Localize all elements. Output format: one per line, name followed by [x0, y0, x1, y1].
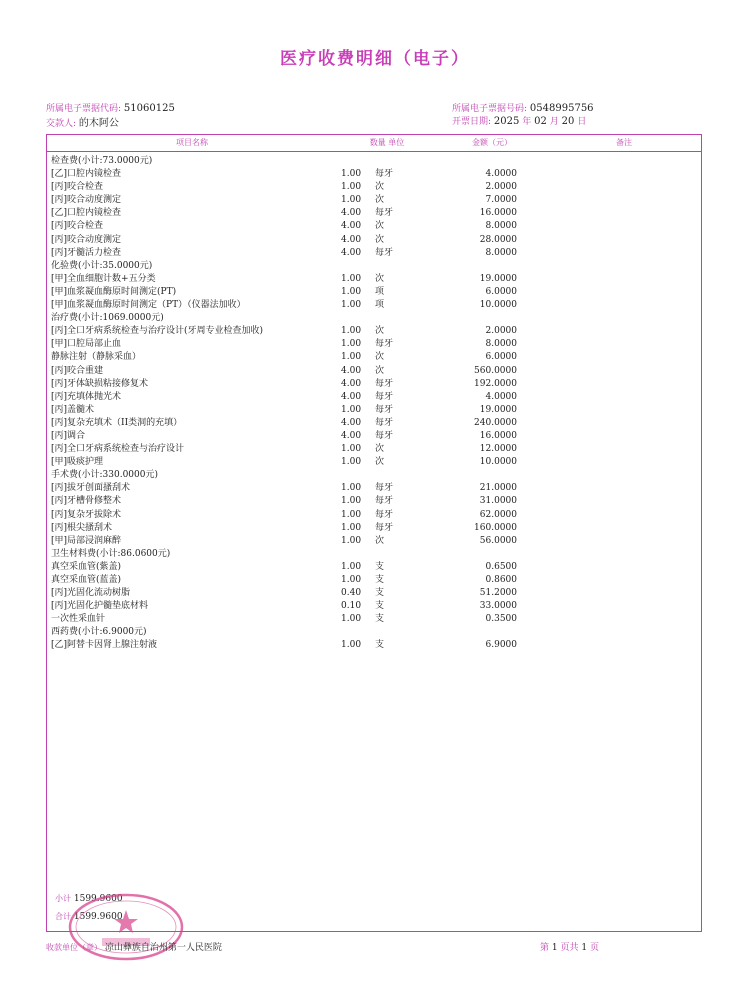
item-unit: 每牙: [375, 378, 394, 389]
table-row: [47, 639, 701, 652]
table-row: [47, 325, 701, 338]
subtotal: 小计 1599.9600: [55, 894, 123, 904]
item-qty: 1.00: [341, 614, 362, 625]
item-unit: 项: [375, 286, 385, 297]
item-unit: 每牙: [375, 208, 394, 219]
item-qty: 4.00: [341, 378, 362, 389]
item-amount: 16.0000: [479, 430, 517, 441]
table-row: [47, 495, 701, 508]
item-name: [丙]牙髓活力检查: [51, 247, 122, 258]
item-qty: 1.00: [341, 339, 362, 350]
table-row: [47, 168, 701, 181]
item-name: [甲]血浆凝血酶原时间测定（PT）（仪器法加收）: [51, 300, 246, 311]
item-name: [丙]全口牙病系统检查与治疗设计(牙周专业检查加收): [51, 326, 264, 337]
item-name: 检查费(小计:73.0000元): [51, 156, 153, 166]
item-name: [丙]牙槽骨修整术: [51, 496, 122, 507]
item-amount: 31.0000: [479, 496, 517, 507]
item-qty: 1.00: [341, 300, 362, 311]
item-unit: 支: [375, 614, 385, 625]
item-qty: 4.00: [341, 417, 362, 428]
item-qty: 1.00: [341, 640, 362, 651]
item-amount: 8.0000: [485, 247, 517, 258]
item-amount: 28.0000: [479, 234, 517, 245]
item-amount: 33.0000: [479, 601, 517, 612]
issue-date: 开票日期: 2025 年 02 月 20 日: [452, 116, 587, 127]
item-unit: 次: [375, 457, 385, 468]
table-row: [47, 234, 701, 247]
item-name: [丙]盖髓术: [51, 404, 95, 415]
table-row: [47, 247, 701, 260]
table-row: [47, 312, 701, 325]
item-qty: 4.00: [341, 391, 362, 402]
page-title: 医疗收费明细（电子）: [280, 49, 470, 69]
item-unit: 每牙: [375, 391, 394, 402]
item-unit: 支: [375, 601, 385, 612]
col-header-remark: 备注: [616, 138, 632, 147]
table-row: [47, 469, 701, 482]
table-row: [47, 155, 701, 168]
item-name: [丙]牙体缺损粘接修复术: [51, 378, 149, 389]
table-row: [47, 338, 701, 351]
item-unit: 次: [375, 326, 385, 337]
item-unit: 次: [375, 221, 385, 232]
item-name: 手术费(小计:330.0000元): [51, 470, 158, 481]
item-qty: 1.00: [341, 483, 362, 494]
col-header-qty-unit: 数量 单位: [369, 138, 405, 147]
item-name: [丙]咬合检查: [51, 221, 104, 232]
item-qty: 1.00: [341, 457, 362, 468]
item-amount: 51.2000: [479, 588, 517, 599]
item-unit: 每牙: [375, 247, 394, 258]
total: 合计 1599.9600: [55, 912, 123, 922]
table-row: [47, 587, 701, 600]
table-row: [47, 365, 701, 378]
item-name: [甲]血浆凝血酶原时间测定(PT): [51, 286, 177, 297]
table-row: [47, 378, 701, 391]
item-amount: 16.0000: [479, 208, 517, 219]
table-row: [47, 443, 701, 456]
item-qty: 1.00: [341, 195, 362, 206]
item-amount: 6.9000: [485, 640, 517, 651]
item-name: [丙]光固化护髓垫底材料: [51, 601, 149, 612]
table-row: [47, 286, 701, 299]
item-unit: 每牙: [375, 430, 394, 441]
item-qty: 1.00: [341, 522, 362, 533]
item-qty: 1.00: [341, 444, 362, 455]
table-row: [47, 482, 701, 495]
item-name: [丙]复杂充填术（II类洞的充填）: [51, 417, 183, 428]
table-row: [47, 194, 701, 207]
table-row: [47, 522, 701, 535]
item-amount: 192.0000: [474, 378, 517, 389]
item-unit: 支: [375, 575, 385, 585]
table-row: [47, 417, 701, 430]
item-unit: 项: [375, 300, 385, 311]
item-name: 治疗费(小计:1069.0000元): [51, 313, 164, 324]
item-qty: 0.10: [341, 601, 362, 612]
item-unit: 次: [375, 182, 385, 193]
item-unit: 次: [375, 234, 385, 245]
item-name: [丙]复杂牙拔除术: [51, 509, 122, 520]
table-row: [47, 430, 701, 443]
table-row: [47, 299, 701, 312]
item-qty: 0.40: [341, 588, 362, 599]
item-qty: 4.00: [341, 247, 362, 258]
item-unit: 次: [375, 365, 385, 376]
item-name: [甲]局部浸润麻醉: [51, 535, 122, 546]
item-amount: 0.3500: [485, 614, 517, 625]
item-unit: 每牙: [375, 169, 394, 180]
item-unit: 次: [375, 444, 385, 455]
item-qty: 4.00: [341, 221, 362, 232]
item-amount: 7.0000: [485, 195, 517, 206]
item-amount: 240.0000: [474, 417, 517, 428]
item-name: [丙]全口牙病系统检查与治疗设计: [51, 444, 185, 455]
item-name: [丙]根尖搔刮术: [51, 522, 113, 533]
invoice-code: 所属电子票据代码: 51060125: [46, 103, 175, 114]
item-unit: 每牙: [375, 509, 394, 520]
item-name: 卫生材料费(小计:86.0600元): [51, 548, 171, 559]
item-unit: 次: [375, 535, 385, 546]
item-qty: 1.00: [341, 561, 362, 572]
item-unit: 次: [375, 195, 385, 206]
item-unit: 支: [375, 588, 385, 599]
item-name: [丙]拔牙创面搔刮术: [51, 483, 131, 494]
item-qty: 4.00: [341, 234, 362, 245]
item-amount: 6.0000: [485, 352, 517, 363]
table-rows: [47, 155, 701, 653]
table-row: [47, 613, 701, 626]
item-name: [丙]咬合动度测定: [51, 195, 122, 206]
item-amount: 19.0000: [479, 273, 517, 284]
item-unit: 次: [375, 273, 385, 284]
table-row: [47, 535, 701, 548]
item-name: [丙]调合: [51, 430, 86, 441]
item-amount: 10.0000: [479, 300, 517, 311]
table-row: [47, 220, 701, 233]
item-qty: 4.00: [341, 430, 362, 441]
item-amount: 21.0000: [479, 483, 517, 494]
table-row: [47, 351, 701, 364]
item-name: [丙]咬合检查: [51, 182, 104, 193]
item-name: [丙]光固化流动树脂: [51, 588, 131, 599]
item-unit: 次: [375, 352, 385, 363]
item-name: [甲]吸痰护理: [51, 457, 104, 468]
item-qty: 1.00: [341, 535, 362, 546]
item-amount: 8.0000: [485, 339, 517, 350]
table-row: [47, 600, 701, 613]
item-unit: 每牙: [375, 417, 394, 428]
item-amount: 0.8600: [485, 575, 517, 585]
item-name: 真空采血管(紫盖): [51, 561, 122, 572]
item-name: [乙]口腔内镜检查: [51, 208, 122, 219]
table-row: [47, 626, 701, 639]
item-amount: 6.0000: [485, 286, 517, 297]
item-amount: 2.0000: [485, 326, 517, 337]
item-name: [乙]口腔内镜检查: [51, 169, 122, 180]
item-amount: 10.0000: [479, 457, 517, 468]
item-name: [乙]阿替卡因肾上腺注射液: [51, 640, 158, 651]
table-row: [47, 561, 701, 574]
item-amount: 4.0000: [485, 169, 517, 180]
item-qty: 1.00: [341, 169, 362, 180]
item-name: [甲]全血细胞计数+五分类: [51, 273, 156, 284]
table-row: [47, 509, 701, 522]
item-qty: 1.00: [341, 509, 362, 520]
item-amount: 4.0000: [485, 391, 517, 402]
item-name: [丙]咬合动度测定: [51, 234, 122, 245]
item-name: [甲]口腔局部止血: [51, 339, 122, 350]
table-row: [47, 404, 701, 417]
table-row: [47, 574, 701, 587]
item-qty: 1.00: [341, 286, 362, 297]
item-amount: 62.0000: [479, 509, 517, 520]
table-row: [47, 207, 701, 220]
item-amount: 12.0000: [479, 444, 517, 455]
item-qty: 1.00: [341, 352, 362, 363]
header-divider: [47, 151, 701, 152]
table-row: [47, 181, 701, 194]
item-amount: 19.0000: [479, 404, 517, 415]
item-amount: 8.0000: [485, 221, 517, 232]
item-name: [丙]充填体抛光术: [51, 391, 122, 402]
item-qty: 1.00: [341, 404, 362, 415]
item-unit: 每牙: [375, 404, 394, 415]
item-name: 静脉注射（静脉采血）: [51, 352, 142, 363]
col-header-name: 项目名称: [176, 138, 208, 147]
item-qty: 1.00: [341, 273, 362, 284]
table-row: [47, 391, 701, 404]
item-qty: 1.00: [341, 182, 362, 193]
detail-table: [46, 134, 702, 932]
item-amount: 2.0000: [485, 182, 517, 193]
item-qty: 4.00: [341, 208, 362, 219]
item-amount: 56.0000: [479, 535, 517, 546]
invoice-number: 所属电子票据号码: 0548995756: [452, 103, 594, 114]
item-qty: 1.00: [341, 326, 362, 337]
item-amount: 560.0000: [474, 365, 517, 376]
col-header-amount: 金额（元）: [472, 138, 512, 147]
item-qty: 1.00: [341, 575, 362, 585]
item-amount: 160.0000: [474, 522, 517, 533]
item-name: 化验费(小计:35.0000元): [51, 260, 153, 271]
item-name: 真空采血管(蓝盖): [51, 575, 122, 585]
table-row: [47, 456, 701, 469]
item-name: 一次性采血针: [51, 614, 106, 625]
payer: 交款人: 的木阿公: [46, 118, 119, 129]
item-name: [丙]咬合重建: [51, 365, 104, 376]
item-unit: 每牙: [375, 483, 394, 494]
table-row: [47, 548, 701, 561]
item-qty: 4.00: [341, 365, 362, 376]
item-unit: 支: [375, 561, 385, 572]
page-indicator: 第 1 页共 1 页: [540, 943, 600, 953]
item-name: 西药费(小计:6.9000元): [51, 627, 147, 638]
issuer: 收款单位（章） 凉山彝族自治州第一人民医院: [46, 943, 222, 953]
table-row: [47, 260, 701, 273]
item-amount: 0.6500: [485, 561, 517, 572]
item-unit: 每牙: [375, 339, 394, 350]
item-qty: 1.00: [341, 496, 362, 507]
item-unit: 支: [375, 640, 385, 651]
item-unit: 每牙: [375, 522, 394, 533]
item-unit: 每牙: [375, 496, 394, 507]
table-row: [47, 273, 701, 286]
